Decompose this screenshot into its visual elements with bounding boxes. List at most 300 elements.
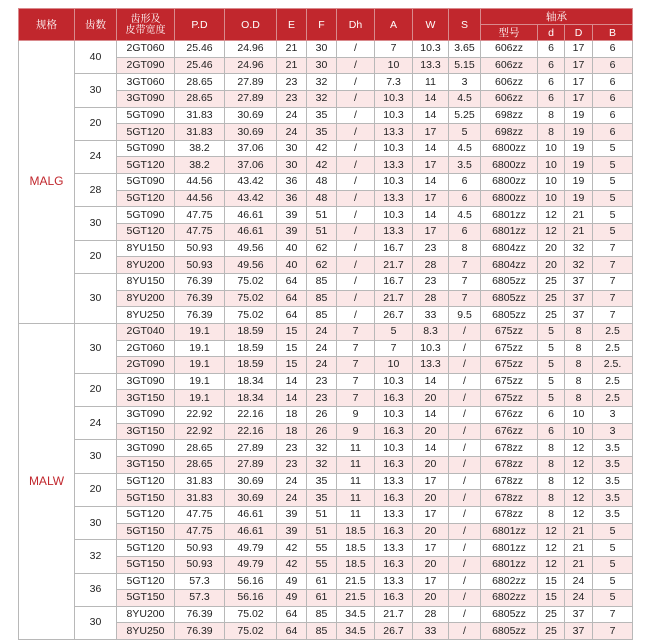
table-cell: 14: [413, 90, 449, 107]
teeth-count-cell: 32: [75, 540, 117, 573]
table-cell: 31.83: [175, 107, 225, 124]
table-cell: 36: [277, 174, 307, 191]
teeth-count-cell: 24: [75, 140, 117, 173]
table-cell: 10: [538, 157, 565, 174]
table-cell: 3.5: [593, 473, 633, 490]
table-cell: 47.75: [175, 523, 225, 540]
table-cell: 20: [413, 390, 449, 407]
table-cell: 8: [538, 473, 565, 490]
table-cell: 10.3: [375, 207, 413, 224]
table-cell: 8: [449, 240, 481, 257]
table-cell: 10.3: [375, 407, 413, 424]
table-cell: /: [449, 490, 481, 507]
table-cell: 10.3: [413, 41, 449, 58]
table-cell: 22.92: [175, 407, 225, 424]
header-s: S: [449, 9, 481, 41]
header-dh: Dh: [337, 9, 375, 41]
spec-group-cell: MALW: [19, 323, 75, 639]
table-cell: 64: [277, 273, 307, 290]
table-cell: 14: [413, 207, 449, 224]
table-cell: 22.16: [225, 407, 277, 424]
table-cell: 8: [538, 107, 565, 124]
table-cell: 19.1: [175, 323, 225, 340]
table-cell: /: [337, 124, 375, 141]
table-cell: /: [449, 473, 481, 490]
table-cell: 5GT090: [117, 207, 175, 224]
table-cell: 19: [565, 174, 593, 191]
table-cell: 18: [277, 423, 307, 440]
table-cell: 30: [307, 41, 337, 58]
table-cell: 2GT090: [117, 57, 175, 74]
table-cell: 6801zz: [481, 224, 538, 241]
table-cell: 5: [593, 157, 633, 174]
table-cell: 23: [307, 390, 337, 407]
spec-group-cell: MALG: [19, 41, 75, 324]
table-cell: 64: [277, 307, 307, 324]
table-cell: 6802zz: [481, 590, 538, 607]
table-cell: 5GT120: [117, 573, 175, 590]
table-cell: 47.75: [175, 506, 225, 523]
table-cell: 30.69: [225, 473, 277, 490]
table-cell: /: [449, 623, 481, 640]
table-cell: 23: [413, 273, 449, 290]
table-cell: 8: [565, 373, 593, 390]
table-cell: 36: [277, 190, 307, 207]
teeth-count-cell: 30: [75, 440, 117, 473]
table-cell: 19.1: [175, 340, 225, 357]
table-cell: 10.3: [375, 90, 413, 107]
table-cell: 8: [538, 457, 565, 474]
table-cell: 2.5.: [593, 357, 633, 374]
table-cell: 9.5: [449, 307, 481, 324]
table-cell: 7: [337, 373, 375, 390]
table-cell: 3GT150: [117, 390, 175, 407]
table-cell: 7.3: [375, 74, 413, 91]
table-cell: 6: [538, 90, 565, 107]
table-cell: 47.75: [175, 224, 225, 241]
table-cell: 5GT120: [117, 190, 175, 207]
timing-pulley-spec-table: [18, 8, 633, 640]
table-cell: 5: [593, 590, 633, 607]
table-cell: 14: [277, 373, 307, 390]
table-cell: 13.3: [375, 573, 413, 590]
table-cell: 3: [449, 74, 481, 91]
header-teeth: 齿数: [75, 9, 117, 41]
table-cell: 5GT120: [117, 506, 175, 523]
table-cell: 6801zz: [481, 540, 538, 557]
table-cell: /: [449, 407, 481, 424]
table-cell: 3.65: [449, 41, 481, 58]
table-cell: 6801zz: [481, 523, 538, 540]
table-cell: 12: [565, 440, 593, 457]
table-cell: 28.65: [175, 440, 225, 457]
teeth-count-cell: 30: [75, 273, 117, 323]
table-cell: 21: [565, 207, 593, 224]
table-cell: 12: [538, 556, 565, 573]
table-cell: 44.56: [175, 174, 225, 191]
table-cell: 5: [538, 323, 565, 340]
table-cell: 8: [538, 506, 565, 523]
table-cell: 64: [277, 606, 307, 623]
table-cell: 678zz: [481, 440, 538, 457]
table-cell: 40: [277, 257, 307, 274]
table-cell: 13.3: [375, 473, 413, 490]
table-cell: 14: [277, 390, 307, 407]
table-cell: 37.06: [225, 140, 277, 157]
table-cell: 75.02: [225, 623, 277, 640]
table-cell: 6: [593, 74, 633, 91]
table-cell: 6: [593, 107, 633, 124]
table-row: [19, 323, 633, 340]
table-cell: 21.5: [337, 573, 375, 590]
table-cell: 8: [538, 124, 565, 141]
table-cell: 24: [277, 107, 307, 124]
table-cell: 20: [413, 590, 449, 607]
table-cell: 10.3: [375, 440, 413, 457]
table-cell: 21: [277, 57, 307, 74]
table-cell: 17: [413, 190, 449, 207]
table-cell: 4.5: [449, 140, 481, 157]
table-cell: 37: [565, 623, 593, 640]
table-cell: 11: [337, 457, 375, 474]
table-cell: 35: [307, 490, 337, 507]
table-cell: 3: [593, 407, 633, 424]
table-cell: 38.2: [175, 140, 225, 157]
table-cell: 6805zz: [481, 273, 538, 290]
table-cell: 10: [565, 423, 593, 440]
table-cell: /: [337, 257, 375, 274]
table-cell: 10.3: [375, 373, 413, 390]
table-cell: 8: [565, 323, 593, 340]
header-a: A: [375, 9, 413, 41]
table-cell: 76.39: [175, 290, 225, 307]
table-cell: 10.3: [375, 107, 413, 124]
table-row: [19, 174, 633, 191]
table-cell: 6: [449, 224, 481, 241]
table-cell: 28: [413, 606, 449, 623]
table-cell: 6802zz: [481, 573, 538, 590]
table-cell: 25: [538, 623, 565, 640]
table-row: [19, 440, 633, 457]
table-cell: 3.5: [593, 457, 633, 474]
table-cell: /: [337, 224, 375, 241]
table-cell: /: [449, 506, 481, 523]
table-cell: 675zz: [481, 323, 538, 340]
table-cell: 17: [413, 540, 449, 557]
table-cell: 21: [565, 224, 593, 241]
table-cell: 24: [565, 573, 593, 590]
table-cell: /: [449, 573, 481, 590]
table-cell: 7: [593, 240, 633, 257]
table-cell: /: [337, 41, 375, 58]
table-cell: 25.46: [175, 41, 225, 58]
table-cell: 40: [277, 240, 307, 257]
table-cell: 13.3: [375, 224, 413, 241]
table-row: [19, 107, 633, 124]
table-cell: 46.61: [225, 207, 277, 224]
table-cell: 37.06: [225, 157, 277, 174]
table-cell: 606zz: [481, 57, 538, 74]
table-cell: 5GT120: [117, 157, 175, 174]
table-cell: 5GT150: [117, 556, 175, 573]
table-cell: 5: [538, 340, 565, 357]
table-cell: 24: [307, 323, 337, 340]
table-row: [19, 207, 633, 224]
table-cell: 10.3: [375, 174, 413, 191]
table-cell: 17: [565, 41, 593, 58]
table-cell: 30: [307, 57, 337, 74]
header-bearing-B: B: [593, 25, 633, 41]
table-cell: 7: [337, 323, 375, 340]
table-cell: 85: [307, 606, 337, 623]
table-cell: /: [337, 157, 375, 174]
table-cell: 675zz: [481, 373, 538, 390]
table-cell: 18.5: [337, 556, 375, 573]
table-row: [19, 373, 633, 390]
table-cell: 32: [307, 457, 337, 474]
table-cell: 42: [277, 556, 307, 573]
table-cell: /: [449, 423, 481, 440]
table-cell: 10: [538, 174, 565, 191]
table-cell: 6: [593, 124, 633, 141]
table-cell: 56.16: [225, 573, 277, 590]
table-cell: 5GT150: [117, 523, 175, 540]
table-cell: 30: [277, 140, 307, 157]
table-cell: 10: [375, 57, 413, 74]
table-cell: 43.42: [225, 190, 277, 207]
table-cell: 21.5: [337, 590, 375, 607]
table-cell: 21.7: [375, 290, 413, 307]
table-cell: 3: [593, 423, 633, 440]
teeth-count-cell: 20: [75, 107, 117, 140]
table-cell: 32: [565, 240, 593, 257]
table-cell: 8: [565, 390, 593, 407]
table-cell: 3GT150: [117, 423, 175, 440]
table-cell: 20: [538, 257, 565, 274]
table-cell: 5GT150: [117, 490, 175, 507]
table-cell: 64: [277, 623, 307, 640]
table-cell: 12: [538, 207, 565, 224]
table-cell: 7: [593, 307, 633, 324]
table-cell: 17: [413, 473, 449, 490]
table-cell: 2.5: [593, 390, 633, 407]
table-cell: 18.34: [225, 390, 277, 407]
table-cell: /: [337, 57, 375, 74]
table-cell: 20: [413, 490, 449, 507]
teeth-count-cell: 28: [75, 174, 117, 207]
table-cell: 6800zz: [481, 157, 538, 174]
table-cell: 76.39: [175, 307, 225, 324]
table-cell: 5: [375, 323, 413, 340]
table-cell: 5: [449, 124, 481, 141]
table-cell: 35: [307, 473, 337, 490]
table-cell: 6: [538, 407, 565, 424]
table-cell: 675zz: [481, 340, 538, 357]
table-cell: 3.5: [449, 157, 481, 174]
table-cell: /: [449, 323, 481, 340]
table-cell: 7: [449, 273, 481, 290]
table-cell: 30: [277, 157, 307, 174]
table-cell: 6: [593, 90, 633, 107]
table-cell: 35: [307, 124, 337, 141]
table-row: [19, 506, 633, 523]
table-cell: 3GT090: [117, 407, 175, 424]
table-cell: 31.83: [175, 473, 225, 490]
table-cell: 20: [413, 556, 449, 573]
table-cell: 17: [413, 506, 449, 523]
table-cell: 20: [538, 240, 565, 257]
table-cell: 11: [337, 473, 375, 490]
table-cell: 23: [277, 74, 307, 91]
table-cell: 50.93: [175, 240, 225, 257]
table-cell: 85: [307, 307, 337, 324]
table-cell: 75.02: [225, 290, 277, 307]
table-cell: 75.02: [225, 307, 277, 324]
table-cell: /: [337, 107, 375, 124]
table-cell: 49.56: [225, 257, 277, 274]
table-cell: 26: [307, 423, 337, 440]
table-cell: 678zz: [481, 457, 538, 474]
table-cell: 75.02: [225, 273, 277, 290]
table-cell: 51: [307, 224, 337, 241]
table-cell: 55: [307, 540, 337, 557]
table-cell: 5GT090: [117, 174, 175, 191]
table-cell: 10: [538, 190, 565, 207]
table-cell: 10.3: [413, 340, 449, 357]
table-cell: 17: [565, 90, 593, 107]
table-cell: 28.65: [175, 90, 225, 107]
table-cell: /: [449, 523, 481, 540]
table-cell: 50.93: [175, 556, 225, 573]
table-cell: 698zz: [481, 107, 538, 124]
table-cell: 21: [565, 556, 593, 573]
table-cell: 14: [413, 440, 449, 457]
table-cell: 12: [538, 224, 565, 241]
table-cell: 8: [538, 490, 565, 507]
table-cell: 24: [277, 473, 307, 490]
table-cell: 5: [593, 174, 633, 191]
table-cell: 17: [565, 57, 593, 74]
table-cell: 8YU200: [117, 290, 175, 307]
teeth-count-cell: 20: [75, 240, 117, 273]
table-cell: 3GT090: [117, 90, 175, 107]
table-cell: 5.25: [449, 107, 481, 124]
table-cell: 8YU250: [117, 307, 175, 324]
table-cell: 51: [307, 523, 337, 540]
table-cell: 698zz: [481, 124, 538, 141]
table-cell: 6800zz: [481, 140, 538, 157]
table-cell: /: [337, 174, 375, 191]
table-row: [19, 140, 633, 157]
table-cell: /: [337, 240, 375, 257]
table-cell: 2.5: [593, 323, 633, 340]
table-cell: 23: [277, 440, 307, 457]
table-cell: 46.61: [225, 523, 277, 540]
table-cell: 24.96: [225, 57, 277, 74]
table-cell: 2GT040: [117, 323, 175, 340]
table-cell: 22.92: [175, 423, 225, 440]
table-cell: 606zz: [481, 90, 538, 107]
teeth-count-cell: 36: [75, 573, 117, 606]
table-cell: 23: [413, 240, 449, 257]
table-cell: 25.46: [175, 57, 225, 74]
table-cell: 6801zz: [481, 207, 538, 224]
teeth-count-cell: 40: [75, 41, 117, 74]
table-cell: 14: [413, 407, 449, 424]
table-cell: 15: [538, 573, 565, 590]
table-cell: 16.7: [375, 273, 413, 290]
table-cell: 8: [538, 440, 565, 457]
table-cell: 46.61: [225, 506, 277, 523]
teeth-count-cell: 20: [75, 373, 117, 406]
table-cell: 606zz: [481, 74, 538, 91]
table-cell: 46.61: [225, 224, 277, 241]
table-cell: 26.7: [375, 307, 413, 324]
table-cell: 23: [277, 457, 307, 474]
table-cell: 21: [565, 540, 593, 557]
table-cell: 11: [337, 490, 375, 507]
table-cell: 25: [538, 273, 565, 290]
table-cell: 33: [413, 623, 449, 640]
table-cell: 61: [307, 573, 337, 590]
table-cell: /: [337, 140, 375, 157]
table-cell: 5: [593, 224, 633, 241]
table-cell: 5GT120: [117, 473, 175, 490]
table-cell: 6: [593, 57, 633, 74]
table-cell: 678zz: [481, 506, 538, 523]
table-cell: 57.3: [175, 590, 225, 607]
table-cell: 27.89: [225, 440, 277, 457]
table-cell: 85: [307, 290, 337, 307]
table-cell: 14: [413, 373, 449, 390]
table-cell: 6: [538, 57, 565, 74]
table-cell: 6805zz: [481, 290, 538, 307]
table-cell: 43.42: [225, 174, 277, 191]
table-cell: 7: [375, 340, 413, 357]
table-cell: /: [337, 290, 375, 307]
table-cell: 16.3: [375, 590, 413, 607]
table-cell: 7: [449, 257, 481, 274]
table-cell: 28: [413, 257, 449, 274]
table-cell: 19: [565, 190, 593, 207]
table-cell: 3GT090: [117, 373, 175, 390]
header-od: O.D: [225, 9, 277, 41]
table-cell: 5: [593, 523, 633, 540]
table-cell: 13.3: [375, 157, 413, 174]
table-cell: 3GT090: [117, 440, 175, 457]
table-cell: 3.5: [593, 440, 633, 457]
table-cell: 37: [565, 606, 593, 623]
table-cell: 5GT120: [117, 224, 175, 241]
table-cell: 34.5: [337, 623, 375, 640]
table-cell: 56.16: [225, 590, 277, 607]
table-cell: 20: [413, 423, 449, 440]
table-cell: 19: [565, 124, 593, 141]
table-cell: 35: [307, 107, 337, 124]
table-cell: 13.3: [375, 540, 413, 557]
table-row: [19, 573, 633, 590]
table-cell: 62: [307, 240, 337, 257]
table-cell: 85: [307, 623, 337, 640]
table-cell: 76.39: [175, 273, 225, 290]
table-cell: 5: [593, 190, 633, 207]
table-cell: 6: [449, 190, 481, 207]
table-cell: 9: [337, 423, 375, 440]
table-cell: 32: [307, 440, 337, 457]
table-cell: 44.56: [175, 190, 225, 207]
table-cell: 14: [413, 174, 449, 191]
table-cell: 10.3: [375, 140, 413, 157]
